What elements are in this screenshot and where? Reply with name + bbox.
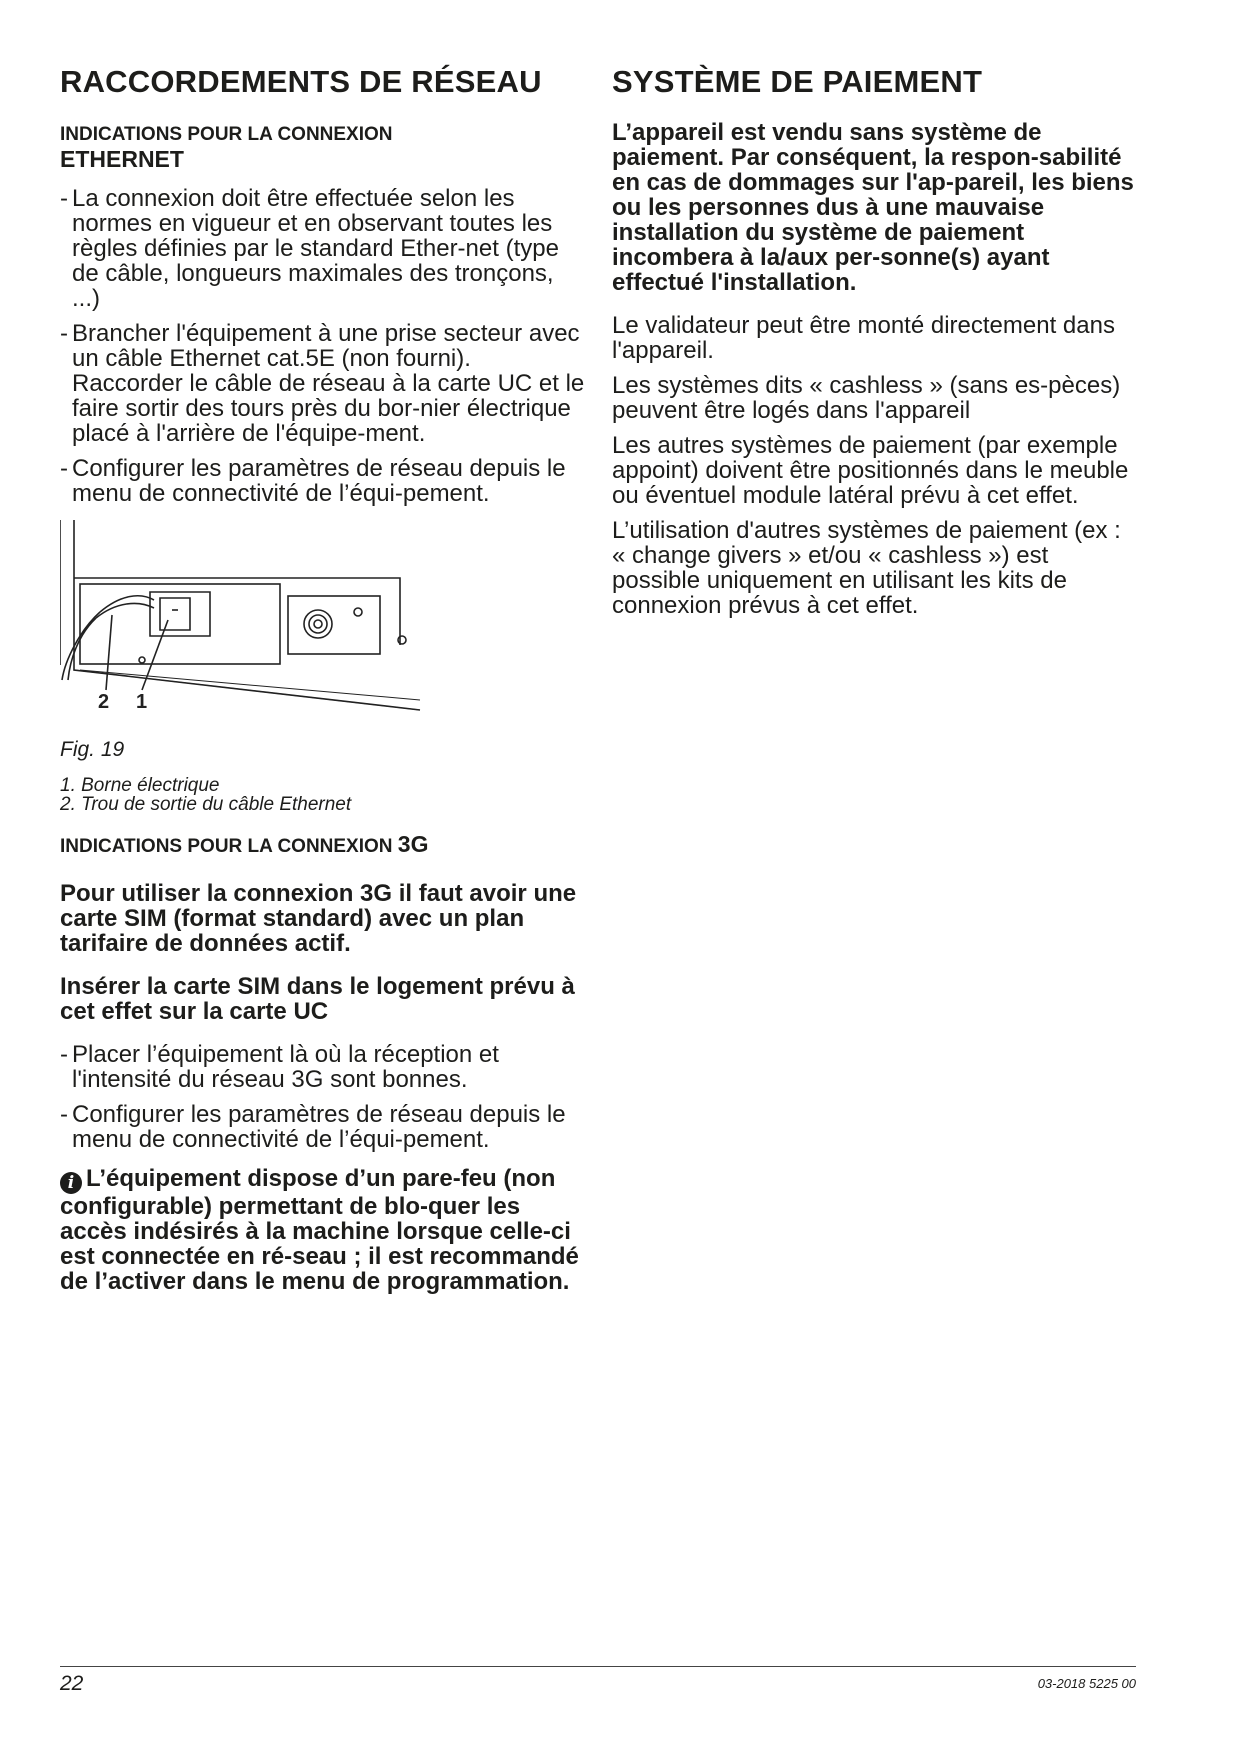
payment-paragraph: L’utilisation d'autres systèmes de paiement (ex : « change givers » et/ou « cashless ») est possible uniquement en utilisant les kits de connexion prévus à cet effet. — [612, 517, 1121, 619]
callout-2: 2 — [98, 691, 110, 713]
list-item: - Configurer les paramètres de réseau depuis le menu de connectivité de l’équi-pement. — [60, 1102, 585, 1152]
info-icon: i — [60, 1172, 82, 1194]
list-item: - Brancher l'équipement à une prise secteur avec un câble Ethernet cat.5E (non fourni). Raccorder le câble de réseau à la carte UC et le faire sortir des tours près du bor-nier électrique placé à l'arrière de l'équipe-ment. — [60, 321, 585, 446]
payment-paragraph: Les autres systèmes de paiement (par exemple appoint) doivent être positionnés dans le meuble ou éventuel module latéral prévu à cet effet. — [612, 432, 1129, 509]
3g-sim-requirement: Pour utiliser la connexion 3G il faut avoir une carte SIM (format standard) avec un plan tarifaire de données actif. — [60, 880, 577, 957]
3g-sim-insert: Insérer la carte SIM dans le logement prévu à cet effet sur la carte UC — [60, 973, 575, 1025]
callout-1: 1 — [136, 691, 148, 713]
3g-heading-small: INDICATIONS POUR LA CONNEXION — [60, 836, 393, 857]
figure-legend — [60, 776, 585, 814]
section-title-payment: SYSTÈME DE PAIEMENT — [612, 64, 983, 99]
3g-instructions — [60, 1042, 585, 1152]
ethernet-heading-big: ETHERNET — [60, 146, 184, 172]
firewall-note-text: L’équipement dispose d’un pare-feu (non configurable) permettant de blo-quer les accès indésirés à la machine lorsque celle-ci est connectée en ré-seau ; il est recommandé de l’activer dans le menu de programmation. — [60, 1165, 579, 1295]
left-column — [60, 60, 585, 1294]
payment-warning: L’appareil est vendu sans système de paiement. Par conséquent, la respon-sabilité en cas de dommages sur l'ap-pareil, les biens ou les personnes dus à une mauvaise installation du système de paiement incombera à la/aux per-sonne(s) ayant effectué l'installation. — [612, 119, 1134, 296]
footer-divider — [60, 1666, 1136, 1667]
ethernet-terminal-drawing — [60, 520, 460, 730]
3g-heading-big: 3G — [397, 831, 429, 857]
3g-heading — [60, 832, 585, 859]
document-code: 03-2018 5225 00 — [1037, 1676, 1136, 1691]
page-number: 22 — [60, 1672, 84, 1695]
right-column — [612, 60, 1137, 628]
payment-paragraph: Les systèmes dits « cashless » (sans es-pèces) peuvent être logés dans l'appareil — [612, 372, 1121, 424]
list-item: - Placer l’équipement là où la réception et l'intensité du réseau 3G sont bonnes. — [60, 1042, 585, 1092]
firewall-note — [60, 1166, 585, 1294]
figure-caption: Fig. 19 — [60, 738, 125, 761]
legend-item: 1. Borne électrique — [60, 775, 220, 796]
payment-paragraph: Le validateur peut être monté directement dans l'appareil. — [612, 312, 1115, 364]
ethernet-instructions — [60, 186, 585, 506]
section-title-network: RACCORDEMENTS DE RÉSEAU — [60, 64, 542, 99]
list-item: - Configurer les paramètres de réseau depuis le menu de connectivité de l’équi-pement. — [60, 456, 585, 506]
ethernet-heading — [60, 122, 585, 174]
figure-19-illustration — [60, 520, 460, 730]
list-item: - La connexion doit être effectuée selon les normes en vigueur et en observant toutes les règles définies par le standard Ether-net (type de câble, longueurs maximales des tronçons, ...) — [60, 186, 585, 311]
ethernet-heading-small: INDICATIONS POUR LA CONNEXION — [60, 124, 393, 145]
legend-item: 2. Trou de sortie du câble Ethernet — [60, 794, 352, 815]
